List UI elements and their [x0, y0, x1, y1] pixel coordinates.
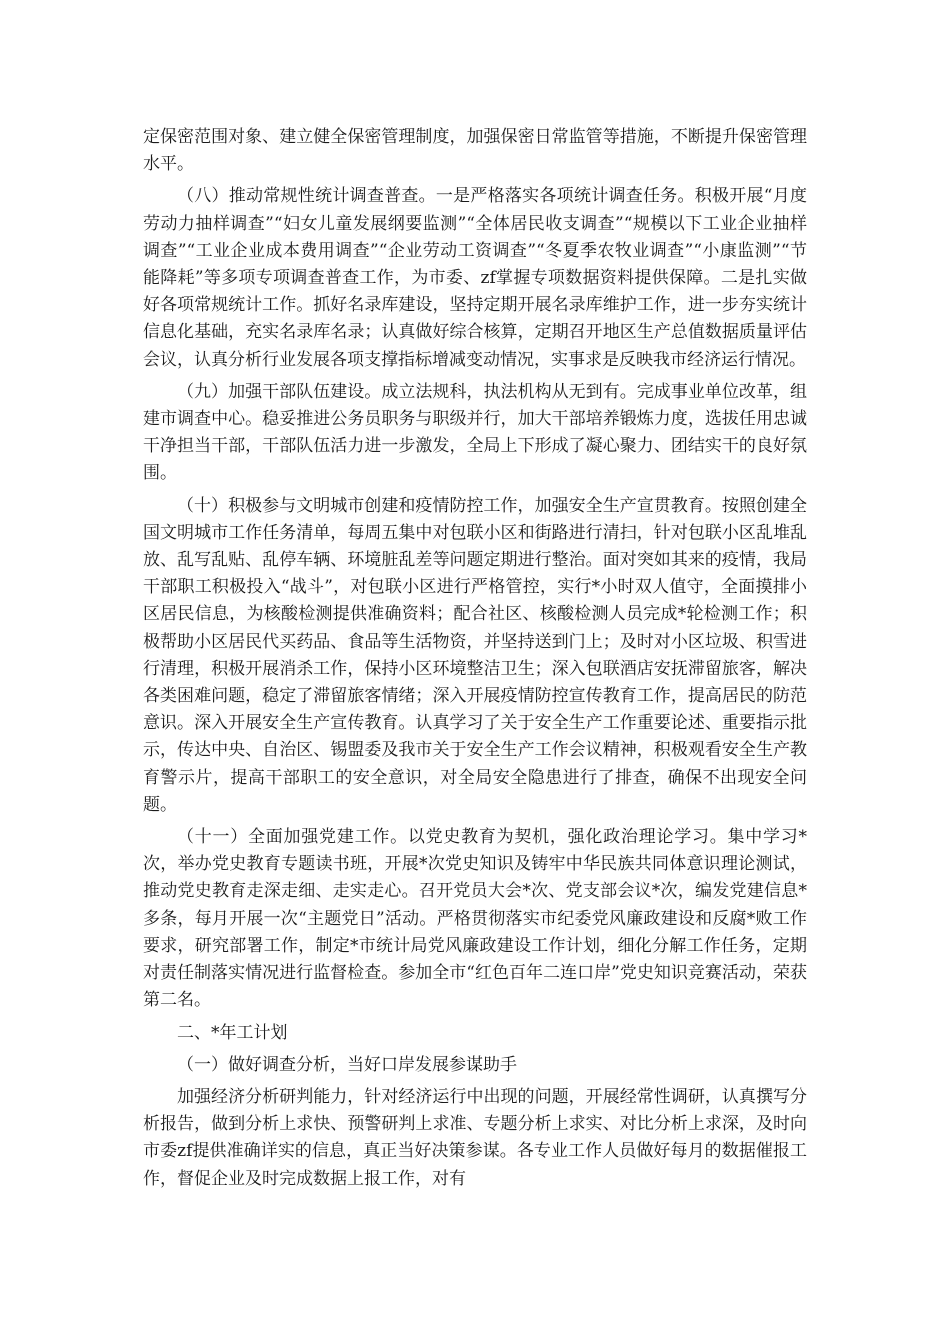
- paragraph-section-8: （八）推动常规性统计调查普查。一是严格落实各项统计调查任务。积极开展“月度劳动力抽样调查”“妇女儿童发展纲要监测”“全体居民收支调查”“规模以下工业企业抽样调查”“工业企业成本费用调查”“企业劳动工资调查”“冬夏季农牧业调查”“小康监测”“节能降耗”等多项专项调查普查工作，为市委、zf掌握专项数据资料提供保障。二是扎实做好各项常规统计工作。抓好名录库建设，坚持定期开展名录库维护工作，进一步夯实统计信息化基础，充实名录库名录；认真做好综合核算，定期召开地区生产总值数据质量评估会议，认真分析行业发展各项支撑指标增减变动情况，实事求是反映我市经济运行情况。: [143, 186, 807, 370]
- subsection-heading-1: （一）做好调查分析，当好口岸发展参谋助手: [177, 1054, 517, 1075]
- paragraph-continuation: 定保密范围对象、建立健全保密管理制度，加强保密日常监管等措施，不断提升保密管理水平。: [143, 127, 807, 175]
- paragraph-section-10: （十）积极参与文明城市创建和疫情防控工作，加强安全生产宣贯教育。按照创建全国文明城市工作任务清单，每周五集中对包联小区和街路进行清扫，针对包联小区乱堆乱放、乱写乱贴、乱停车辆、环境脏乱差等问题定期进行整治。面对突如其来的疫情，我局干部职工积极投入“战斗”，对包联小区进行严格管控，实行*小时双人值守，全面摸排小区居民信息，为核酸检测提供准确资料；配合社区、核酸检测人员完成*轮检测工作；积极帮助小区居民代买药品、食品等生活物资，并坚持送到门上；及时对小区垃圾、积雪进行清理，积极开展消杀工作，保持小区环境整洁卫生；深入包联酒店安抚滞留旅客，解决各类困难问题，稳定了滞留旅客情绪；深入开展疫情防控宣传教育工作，提高居民的防范意识。深入开展安全生产宣传教育。认真学习了关于安全生产工作重要论述、重要指示批示，传达中央、自治区、锡盟委及我市关于安全生产工作会议精神，积极观看安全生产教育警示片，提高干部职工的安全意识，对全局安全隐患进行了排查，确保不出现安全问题。: [143, 495, 807, 815]
- document-body: [143, 124, 807, 1198]
- paragraph-plan-1: 加强经济分析研判能力，针对经济运行中出现的问题，开展经常性调研，认真撰写分析报告，做到分析上求快、预警研判上求准、专题分析上求实、对比分析上求深，及时向市委zf提供准确详实的信息，真正当好决策参谋。各专业工作人员做好每月的数据催报工作，督促企业及时完成数据上报工作，对有: [143, 1086, 807, 1189]
- paragraph-section-9: （九）加强干部队伍建设。成立法规科，执法机构从无到有。完成事业单位改革，组建市调查中心。稳妥推进公务员职务与职级并行，加大干部培养锻炼力度，选拔任用忠诚干净担当干部，干部队伍活力进一步激发，全局上下形成了凝心聚力、团结实干的良好氛围。: [143, 381, 807, 484]
- paragraph-section-11: （十一）全面加强党建工作。以党史教育为契机，强化政治理论学习。集中学习*次，举办党史教育专题读书班，开展*次党史知识及铸牢中华民族共同体意识理论测试，推动党史教育走深走细、走实走心。召开党员大会*次、党支部会议*次，编发党建信息*多条，每月开展一次“主题党日”活动。严格贯彻落实市纪委党风廉政建设和反腐*败工作要求，研究部署工作，制定*市统计局党风廉政建设工作计划，细化分解工作任务，定期对责任制落实情况进行监督检查。参加全市“红色百年二连口岸”党史知识竞赛活动，荣获第二名。: [143, 827, 807, 1011]
- section-heading-plan: 二、*年工计划: [177, 1022, 288, 1043]
